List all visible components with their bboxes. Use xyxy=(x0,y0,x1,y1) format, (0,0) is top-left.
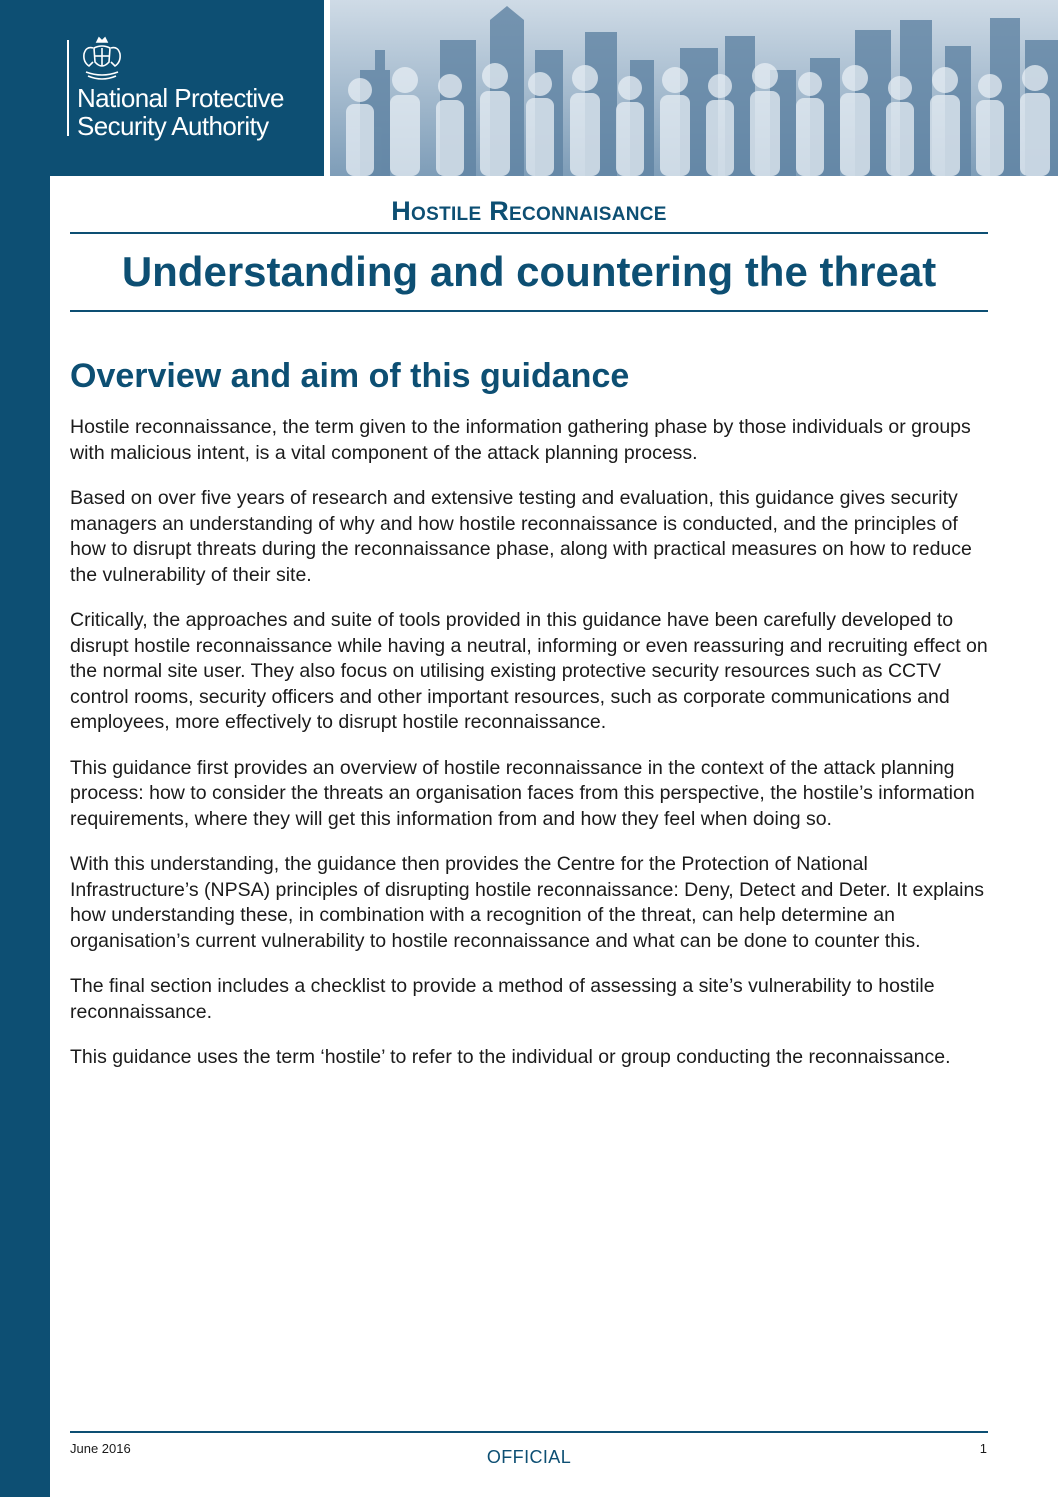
logo-divider xyxy=(67,40,69,136)
body-text xyxy=(70,415,995,1091)
paragraph-1: Hostile reconnaissance, the term given to the information gathering phase by those individuals or groups with malicious intent, is a vital component of the attack planning process. xyxy=(70,416,971,464)
document-kicker: Hostile Reconnaisance xyxy=(391,196,667,226)
title-top-rule xyxy=(70,232,988,234)
org-name-line1: National Protective xyxy=(77,83,284,113)
paragraph-3: Critically, the approaches and suite of tools provided in this guidance have been carefully developed to disrupt hostile reconnaissance while having a neutral, informing or even reassuring and recruiting effect on the normal site user. They also focus on utilising existing protective security resources such as CCTV control rooms, security officers and other important resources, such as corporate communications and employees, more effectively to disrupt hostile reconnaissance. xyxy=(70,609,988,733)
left-sidebar-band xyxy=(0,0,50,1497)
logo-block xyxy=(0,0,324,176)
paragraph-2: Based on over five years of research and extensive testing and evaluation, this guidance gives security managers an understanding of why and how hostile reconnaissance is conducted, and the principles of how to disrupt threats during the reconnaissance phase, along with practical measures on how to reduce the vulnerability of their site. xyxy=(70,487,972,586)
footer-rule xyxy=(70,1431,988,1433)
page-number: 1 xyxy=(979,1441,987,1456)
document-title: Understanding and countering the threat xyxy=(121,248,937,295)
section-heading: Overview and aim of this guidance xyxy=(70,357,630,395)
paragraph-4: This guidance first provides an overview of hostile reconnaissance in the context of the attack planning process: how to consider the threats an organisation faces from this perspective, the hostile’s information requirements, where they will get this information from and how they feel when doing so. xyxy=(70,756,975,830)
paragraph-6: The final section includes a checklist to provide a method of assessing a site’s vulnerability to hostile reconnaissance. xyxy=(70,975,935,1023)
org-name-line2: Security Authority xyxy=(77,111,269,141)
footer-date: June 2016 xyxy=(70,1441,131,1456)
paragraph-5: With this understanding, the guidance then provides the Centre for the Protection of National Infrastructure’s (NPSA) principles of disrupting hostile reconnaissance: Deny, Detect and Deter. It explains how understanding these, in combination with a recognition of the threat, can help determine an organisation’s current vulnerability to hostile reconnaissance and what can be done to counter this. xyxy=(70,853,985,952)
paragraph-7: This guidance uses the term ‘hostile’ to refer to the individual or group conducting the reconnaissance. xyxy=(70,1046,951,1068)
royal-crest-icon xyxy=(78,36,126,82)
city-skyline-crowd-image xyxy=(330,0,1058,176)
org-name xyxy=(77,84,284,140)
classification-label: OFFICIAL xyxy=(486,1447,572,1467)
title-bottom-rule xyxy=(70,310,988,312)
